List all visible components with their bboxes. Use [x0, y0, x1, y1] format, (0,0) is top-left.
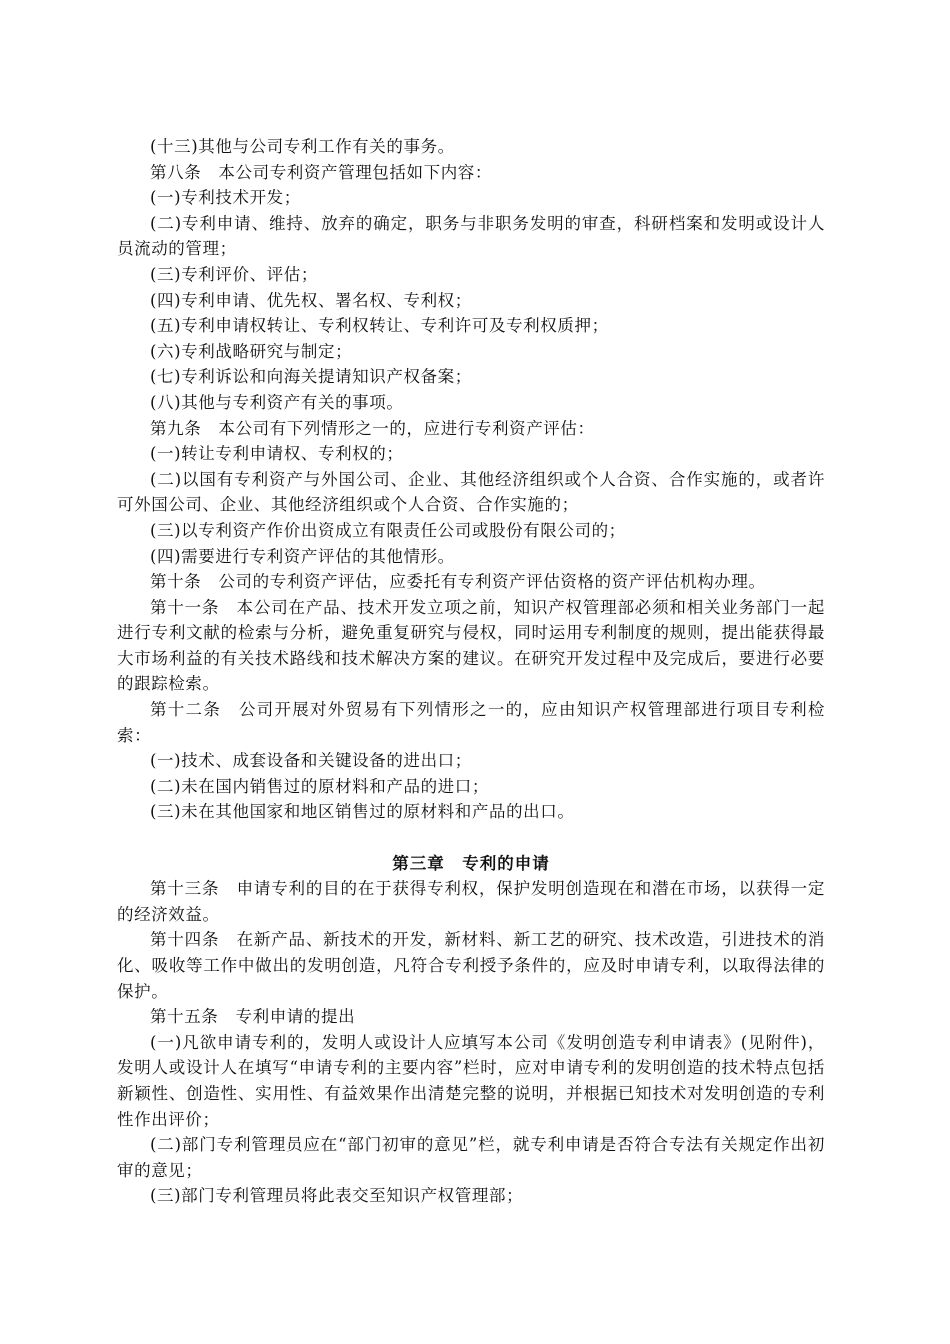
paragraph: 第十五条 专利申请的提出 — [150, 1007, 356, 1027]
paragraph: (三)以专利资产作价出资成立有限责任公司或股份有限公司的； — [150, 520, 626, 540]
paragraph: (六)专利战略研究与制定； — [150, 341, 353, 361]
paragraph: (一)凡欲申请专利的，发明人或设计人应填写本公司《发明创造专利申请表》(见附件)，发明人或设计人在填写“申请专利的主要内容”栏时，应对申请专利的发明创造的技术特点包括新颖性、创造性、实用性、有益效果作出清楚完整的说明，并根据已知技术对发明创造的专利性作出评价； — [117, 1032, 825, 1129]
paragraph: 第十二条 公司开展对外贸易有下列情形之一的，应由知识产权管理部进行项目专利检索： — [117, 700, 825, 745]
paragraph: (四)需要进行专利资产评估的其他情形。 — [150, 546, 455, 566]
paragraph: (一)技术、成套设备和关键设备的进出口； — [150, 751, 472, 771]
paragraph: (十三)其他与公司专利工作有关的事务。 — [150, 137, 455, 156]
paragraph: (二)部门专利管理员应在“部门初审的意见”栏，就专利申请是否符合专法有关规定作出初审的意见； — [117, 1135, 825, 1180]
paragraph: (二)专利申请、维持、放弃的确定，职务与非职务发明的审查，科研档案和发明或设计人员流动的管理； — [117, 213, 825, 259]
paragraph: (三)部门专利管理员将此表交至知识产权管理部； — [150, 1186, 524, 1206]
paragraph: 第十一条 本公司在产品、技术开发立项之前，知识产权管理部必须和相关业务部门一起进行专利文献的检索与分析，避免重复研究与侵权，同时运用专利制度的规则，提出能获得最大市场利益的有关技术路线和技术解决方案的建议。在研究开发过程中及完成后，要进行必要的跟踪检索。 — [117, 597, 825, 694]
paragraph: (二)以国有专利资产与外国公司、企业、其他经济组织或个人合资、合作实施的，或者许可外国公司、企业、其他经济组织或个人合资、合作实施的； — [117, 469, 825, 515]
chapter-heading: 第三章 专利的申请 — [392, 853, 550, 873]
paragraph: 第九条 本公司有下列情形之一的，应进行专利资产评估： — [150, 418, 595, 438]
paragraph: 第十条 公司的专利资产评估，应委托有专利资产评估资格的资产评估机构办理。 — [150, 572, 766, 592]
paragraph: (四)专利申请、优先权、署名权、专利权； — [150, 290, 472, 310]
paragraph: 第十四条 在新产品、新技术的开发，新材料、新工艺的研究、技术改造，引进技术的消化、吸收等工作中做出的发明创造，凡符合专利授予条件的，应及时申请专利，以取得法律的保护。 — [117, 930, 825, 1001]
document-page — [117, 134, 825, 1209]
paragraph: (五)专利申请权转让、专利权转让、专利许可及专利权质押； — [150, 316, 609, 336]
paragraph: (七)专利诉讼和向海关提请知识产权备案； — [150, 367, 472, 387]
paragraph: 第十三条 申请专利的目的在于获得专利权，保护发明创造现在和潜在市场，以获得一定的经济效益。 — [117, 879, 825, 924]
paragraph: (三)专利评价、评估； — [150, 264, 318, 284]
paragraph: (一)专利技术开发； — [150, 188, 301, 208]
spacer — [117, 825, 825, 851]
paragraph: (二)未在国内销售过的原材料和产品的进口； — [150, 776, 489, 796]
paragraph: (八)其他与专利资产有关的事项。 — [150, 392, 404, 412]
paragraph: 第八条 本公司专利资产管理包括如下内容： — [150, 162, 492, 182]
paragraph: (三)未在其他国家和地区销售过的原材料和产品的出口。 — [150, 802, 575, 822]
paragraph: (一)转让专利申请权、专利权的； — [150, 444, 404, 464]
